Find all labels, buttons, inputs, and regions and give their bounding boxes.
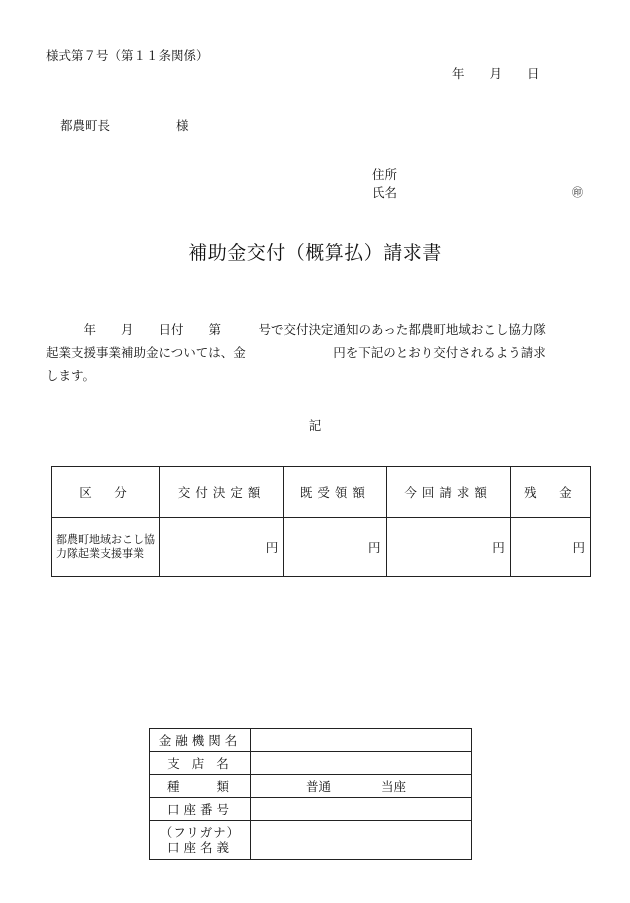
bank-row-holder [150, 821, 472, 860]
label-account-holder [150, 821, 251, 860]
label-account-number: 口座番号 [150, 798, 251, 821]
cell-current-request[interactable]: 円 [386, 518, 510, 577]
addressee-name: 都農町長 [60, 118, 111, 133]
date-line: 年 月 日 [452, 66, 540, 81]
cell-received-amount[interactable]: 円 [284, 518, 386, 577]
field-branch[interactable] [251, 752, 472, 775]
header-current-request: 今回請求額 [386, 467, 510, 518]
field-institution[interactable] [251, 729, 472, 752]
request-body [46, 318, 591, 387]
option-touza[interactable]: 当座 [381, 779, 407, 794]
row-category: 都農町地域おこし協力隊起業支援事業 [52, 518, 160, 577]
addressee-honorific: 様 [176, 118, 189, 133]
label-account-type: 種 類 [150, 775, 251, 798]
addressee [60, 116, 189, 134]
body-line-3: します。 [46, 368, 96, 383]
bank-row-branch [150, 752, 472, 775]
bank-row-number [150, 798, 472, 821]
field-account-type[interactable] [251, 775, 472, 798]
amount-table [51, 466, 591, 577]
table-row [52, 518, 591, 577]
body-line-2: 起業支援事業補助金については、金 円を下記のとおり交付されるよう請求 [46, 345, 546, 360]
name-label: 氏名 [372, 185, 398, 200]
address-label: 住所 [372, 167, 398, 182]
amount-table-header [52, 467, 591, 518]
header-received-amount: 既受領額 [284, 467, 386, 518]
label-branch: 支 店 名 [150, 752, 251, 775]
bank-table [149, 728, 472, 860]
cell-remaining[interactable]: 円 [510, 518, 590, 577]
field-account-holder[interactable] [251, 821, 472, 860]
cell-decided-amount[interactable]: 円 [160, 518, 284, 577]
form-number: 様式第７号（第１１条関係） [46, 48, 209, 63]
seal-mark: ㊞ [572, 186, 583, 199]
label-institution: 金融機関名 [150, 729, 251, 752]
label-holder-name: 口座名義 [166, 840, 233, 855]
field-account-number[interactable] [251, 798, 472, 821]
bank-row-institution [150, 729, 472, 752]
ki-heading: 記 [308, 418, 322, 433]
header-remaining: 残 金 [510, 467, 590, 518]
body-line-1: 年 月 日付 第 号で交付決定通知のあった都農町地域おこし協力隊 [46, 322, 546, 337]
header-category: 区 分 [52, 467, 160, 518]
label-furigana: （フリガナ） [159, 825, 241, 840]
bank-row-type [150, 775, 472, 798]
document-title: 補助金交付（概算払）請求書 [188, 242, 442, 264]
applicant-block [372, 166, 397, 202]
header-decided-amount: 交付決定額 [160, 467, 284, 518]
option-futsu[interactable]: 普通 [306, 779, 332, 794]
